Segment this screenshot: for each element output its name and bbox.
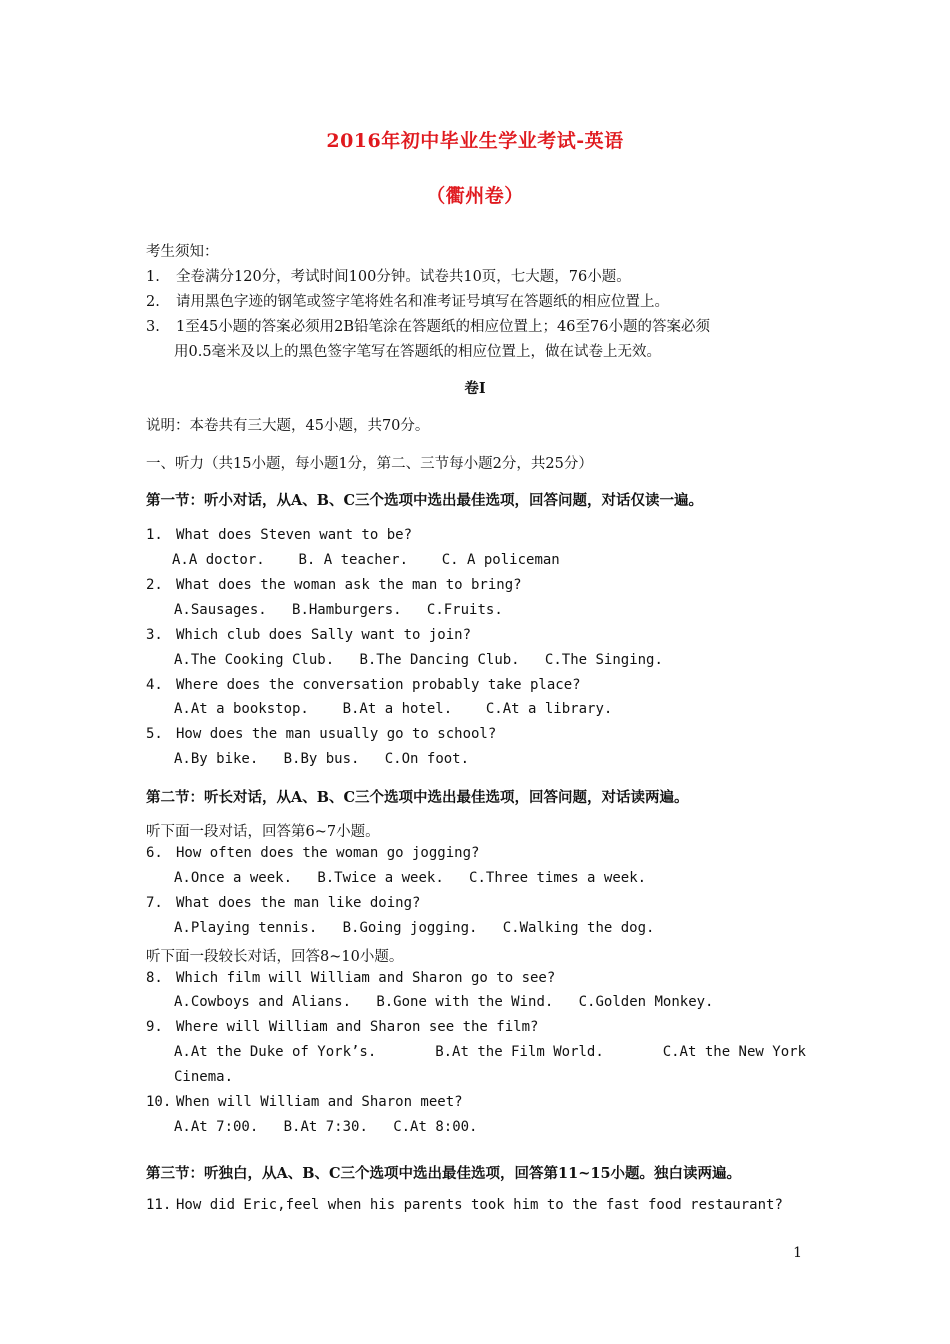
question-7: 7. What does the man like doing?	[146, 895, 421, 911]
question-3-options: A.The Cooking Club. B.The Dancing Club. C.The Singing.	[174, 652, 663, 668]
question-7-options: A.Playing tennis. B.Going jogging. C.Walking the dog.	[174, 920, 655, 936]
notice-item-1: 1. 全卷满分120分，考试时间100分钟。试卷共10页，七大题，76小题。	[146, 269, 631, 285]
notice-heading: 考生须知：	[146, 244, 219, 260]
section-3-heading: 第三节：听独白，从A、B、C三个选项中选出最佳选项，回答第11~15小题。独白读两遍。	[146, 1165, 742, 1182]
question-4: 4. Where does the conversation probably take place?	[146, 677, 581, 693]
exam-subtitle: （衢州卷）	[426, 185, 524, 207]
question-9-options-cont: Cinema.	[174, 1069, 234, 1085]
section-2-heading: 第二节：听长对话，从A、B、C三个选项中选出最佳选项，回答问题，对话读两遍。	[146, 789, 689, 806]
section-2-instruction-1: 听下面一段对话，回答第6~7小题。	[146, 824, 380, 840]
question-10: 10. When will William and Sharon meet?	[146, 1094, 463, 1110]
question-11: 11. How did Eric,feel when his parents took him to the fast food restaurant?	[146, 1197, 783, 1213]
question-9-options: A.At the Duke of York’s. B.At the Film World. C.At the New York	[174, 1044, 806, 1060]
question-6: 6. How often does the woman go jogging?	[146, 845, 480, 861]
exam-title: 2016年初中毕业生学业考试-英语	[326, 130, 624, 152]
question-4-options: A.At a bookstop. B.At a hotel. C.At a library.	[174, 701, 613, 717]
section-2-instruction-2: 听下面一段较长对话，回答8~10小题。	[146, 949, 404, 965]
question-6-options: A.Once a week. B.Twice a week. C.Three times a week.	[174, 870, 647, 886]
question-1-options: A.A doctor. B. A teacher. C. A policeman	[172, 552, 560, 568]
question-10-options: A.At 7:00. B.At 7:30. C.At 8:00.	[174, 1119, 478, 1135]
question-8-options: A.Cowboys and Alians. B.Gone with the Wind. C.Golden Monkey.	[174, 994, 714, 1010]
question-8: 8. Which film will William and Sharon go to see?	[146, 970, 556, 986]
question-5: 5. How does the man usually go to school?	[146, 726, 497, 742]
notice-item-3: 3. 1至45小题的答案必须用2B铅笔涂在答题纸的相应位置上；46至76小题的答案必须	[146, 319, 710, 335]
section-1-heading: 第一节：听小对话，从A、B、C三个选项中选出最佳选项，回答问题，对话仅读一遍。	[146, 492, 704, 509]
page-number: 1	[793, 1245, 802, 1261]
part-one-heading: 一、听力（共15小题，每小题1分，第二、三节每小题2分，共25分）	[146, 456, 593, 472]
question-2: 2. What does the woman ask the man to bring?	[146, 577, 522, 593]
volume-title: 卷Ⅰ	[464, 380, 486, 397]
question-1: 1. What does Steven want to be?	[146, 527, 413, 543]
notice-item-3-cont: 用0.5毫米及以上的黑色签字笔写在答题纸的相应位置上，做在试卷上无效。	[174, 344, 662, 360]
question-3: 3. Which club does Sally want to join?	[146, 627, 472, 643]
volume-note: 说明：本卷共有三大题，45小题，共70分。	[146, 418, 430, 434]
question-5-options: A.By bike. B.By bus. C.On foot.	[174, 751, 470, 767]
question-9: 9. Where will William and Sharon see the film?	[146, 1019, 539, 1035]
notice-item-2: 2. 请用黑色字迹的钢笔或签字笔将姓名和准考证号填写在答题纸的相应位置上。	[146, 294, 669, 310]
question-2-options: A.Sausages. B.Hamburgers. C.Fruits.	[174, 602, 503, 618]
